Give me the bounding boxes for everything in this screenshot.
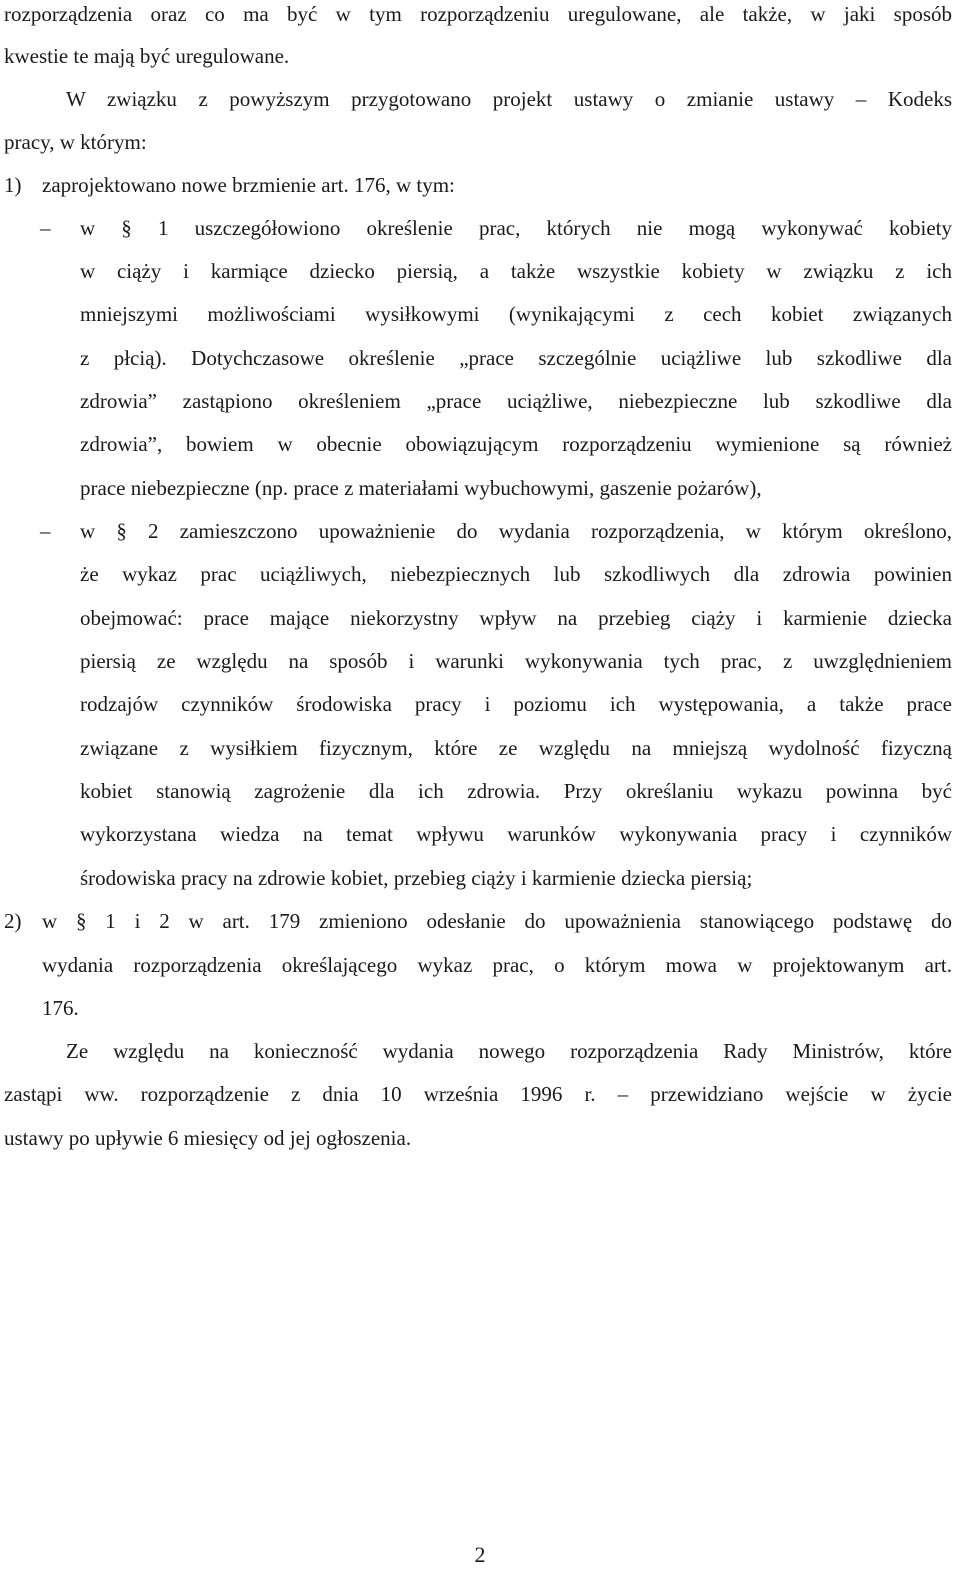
dash-item-line: wykorzystana wiedza na temat wpływu warunków wykonywania pracy i czynników	[80, 822, 952, 846]
dash-item-line: piersią ze względu na sposób i warunki wykonywania tych prac, z uwzględnieniem	[80, 649, 952, 673]
intro-line: W związku z powyższym przygotowano projekt ustawy o zmianie ustawy – Kodeks	[66, 87, 952, 111]
list-number: 1)	[4, 173, 22, 197]
dash-item-line: z płcią). Dotychczasowe określenie „prace szczególnie uciążliwe lub szkodliwe dla	[80, 346, 952, 370]
dash-item-line: mniejszymi możliwościami wysiłkowymi (wynikającymi z cech kobiet związanych	[80, 302, 952, 326]
closing-line: ustawy po upływie 6 miesięcy od jej ogłoszenia.	[4, 1126, 412, 1150]
closing-line: Ze względu na konieczność wydania nowego rozporządzenia Rady Ministrów, które	[66, 1039, 952, 1063]
list-item-line: w § 1 i 2 w art. 179 zmieniono odesłanie do upoważnienia stanowiącego podstawę do	[42, 909, 952, 933]
list-number: 2)	[4, 909, 22, 933]
dash-marker: –	[40, 216, 51, 240]
dash-item-line: rodzajów czynników środowiska pracy i poziomu ich występowania, a także prace	[80, 692, 952, 716]
dash-item-line: zdrowia” zastąpiono określeniem „prace uciążliwe, niebezpieczne lub szkodliwe dla	[80, 389, 952, 413]
page-number: 2	[474, 1542, 486, 1567]
dash-item-line: w § 2 zamieszczono upoważnienie do wydania rozporządzenia, w którym określono,	[80, 519, 952, 543]
dash-marker: –	[40, 519, 51, 543]
closing-line: zastąpi ww. rozporządzenie z dnia 10 września 1996 r. – przewidziano wejście w życie	[4, 1082, 952, 1106]
dash-item-line: związane z wysiłkiem fizycznym, które ze względu na mniejszą wydolność fizyczną	[80, 736, 952, 760]
list-item-line: wydania rozporządzenia określającego wykaz prac, o którym mowa w projektowanym art.	[42, 953, 952, 977]
list-item-text: zaprojektowano nowe brzmienie art. 176, w tym:	[42, 173, 455, 197]
dash-item-line: kobiet stanowią zagrożenie dla ich zdrowia. Przy określaniu wykazu powinna być	[80, 779, 952, 803]
dash-item-line: prace niebezpieczne (np. prace z materiałami wybuchowymi, gaszenie pożarów),	[80, 476, 762, 500]
intro-line: rozporządzenia oraz co ma być w tym rozporządzeniu uregulowane, ale także, w jaki sposób	[4, 2, 952, 26]
intro-line: kwestie te mają być uregulowane.	[4, 44, 290, 68]
list-item-line: 176.	[42, 996, 79, 1020]
dash-item-line: środowiska pracy na zdrowie kobiet, przebieg ciąży i karmienie dziecka piersią;	[80, 866, 753, 890]
intro-line: pracy, w którym:	[4, 130, 147, 154]
dash-item-line: obejmować: prace mające niekorzystny wpływ na przebieg ciąży i karmienie dziecka	[80, 606, 952, 630]
dash-item-line: w ciąży i karmiące dziecko piersią, a także wszystkie kobiety w związku z ich	[80, 259, 952, 283]
dash-item-line: w § 1 uszczegółowiono określenie prac, których nie mogą wykonywać kobiety	[80, 216, 952, 240]
dash-item-line: że wykaz prac uciążliwych, niebezpiecznych lub szkodliwych dla zdrowia powinien	[80, 562, 952, 586]
dash-item-line: zdrowia”, bowiem w obecnie obowiązującym rozporządzeniu wymienione są również	[80, 432, 952, 456]
